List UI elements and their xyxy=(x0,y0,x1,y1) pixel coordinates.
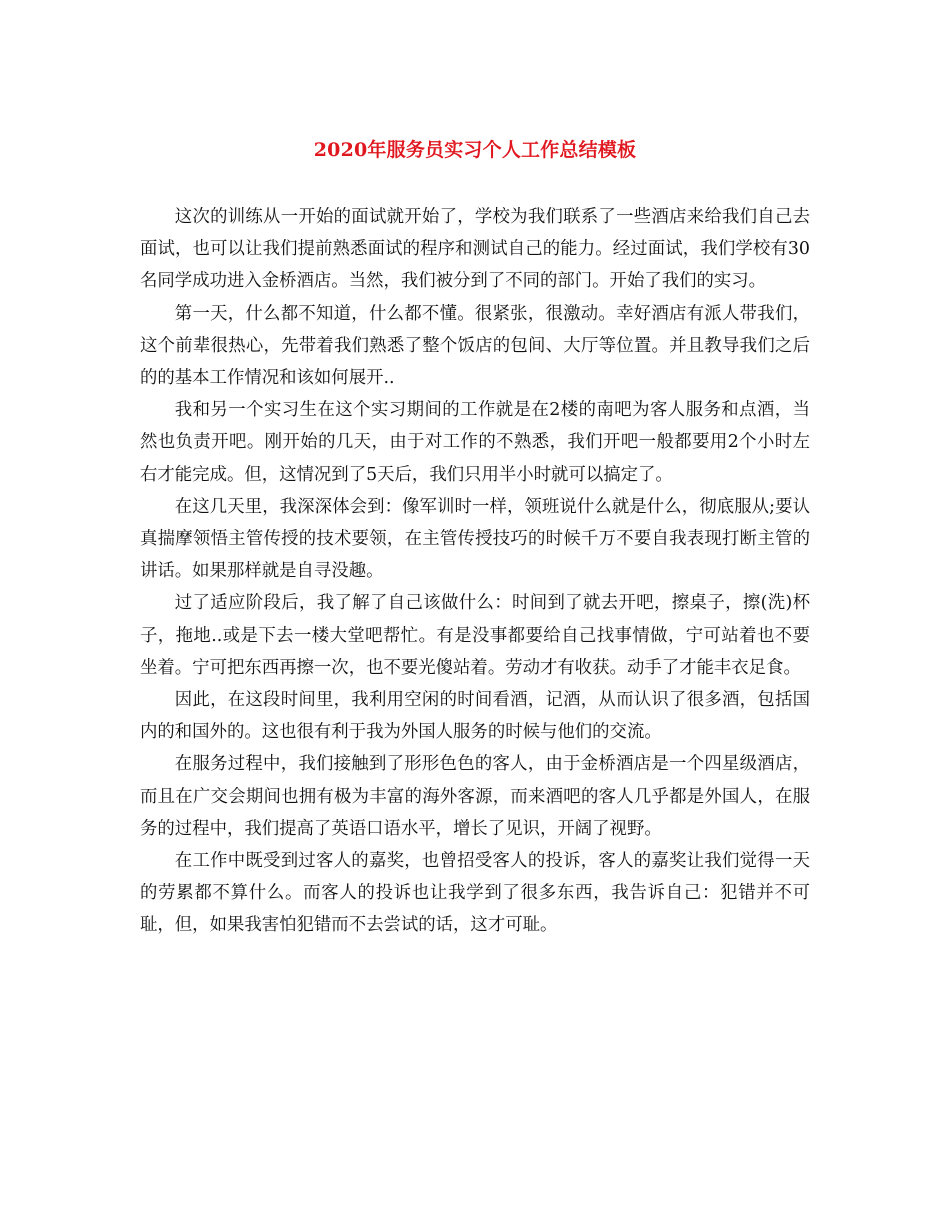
paragraph-2: 第一天，什么都不知道，什么都不懂。很紧张，很激动。幸好酒店有派人带我们，这个前辈很热心，先带着我们熟悉了整个饭店的包间、大厅等位置。并且教导我们之后的的基本工作情况和该如何展开.. xyxy=(140,303,810,389)
paragraph-4: 在这几天里，我深深体会到：像军训时一样，领班说什么就是什么，彻底服从;要认真揣摩领悟主管传授的技术要领，在主管传授技巧的时候千万不要自我表现打断主管的讲话。如果那样就是自寻没趣。 xyxy=(140,496,810,582)
paragraph-1: 这次的训练从一开始的面试就开始了，学校为我们联系了一些酒店来给我们自己去面试，也可以让我们提前熟悉面试的程序和测试自己的能力。经过面试，我们学校有30名同学成功进入金桥酒店。当然，我们被分到了不同的部门。开始了我们的实习。 xyxy=(140,207,810,292)
paragraph-6: 因此，在这段时间里，我利用空闲的时间看酒，记酒，从而认识了很多酒，包括国内的和国外的。这也很有利于我为外国人服务的时候与他们的交流。 xyxy=(140,690,810,743)
document-body xyxy=(140,201,810,942)
paragraph-8: 在工作中既受到过客人的嘉奖，也曾招受客人的投诉，客人的嘉奖让我们觉得一天的劳累都不算什么。而客人的投诉也让我学到了很多东西，我告诉自己：犯错并不可耻，但，如果我害怕犯错而不去尝试的话，这才可耻。 xyxy=(140,851,810,936)
paragraph-7: 在服务过程中，我们接触到了形形色色的客人，由于金桥酒店是一个四星级酒店，而且在广交会期间也拥有极为丰富的海外客源，而来酒吧的客人几乎都是外国人，在服务的过程中，我们提高了英语口语水平，增长了见识，开阔了视野。 xyxy=(140,754,810,839)
paragraph-5: 过了适应阶段后，我了解了自己该做什么：时间到了就去开吧，擦桌子，擦(洗)杯子，拖地..或是下去一楼大堂吧帮忙。有是没事都要给自己找事情做，宁可站着也不要坐着。宁可把东西再擦一次，也不要光傻站着。劳动才有收获。动手了才能丰衣足食。 xyxy=(140,593,810,678)
document-title: 2020年服务员实习个人工作总结模板 xyxy=(313,139,637,161)
paragraph-3: 我和另一个实习生在这个实习期间的工作就是在2楼的南吧为客人服务和点酒，当然也负责开吧。刚开始的几天，由于对工作的不熟悉，我们开吧一般都要用2个小时左右才能完成。但，这情况到了5天后，我们只用半小时就可以搞定了。 xyxy=(140,400,810,485)
